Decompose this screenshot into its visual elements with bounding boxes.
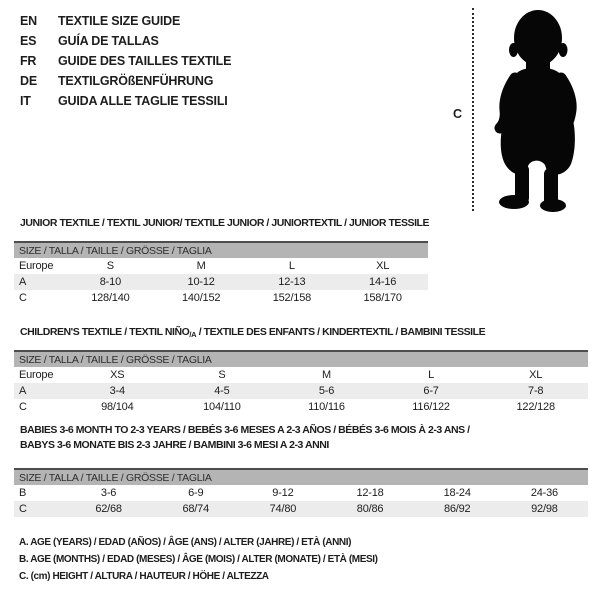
footnotes: [19, 534, 378, 585]
size-cell: 4-5: [214, 385, 230, 397]
size-cell: 140/152: [181, 292, 221, 304]
row-label: Europe: [19, 260, 54, 272]
size-cell: 104/110: [203, 401, 241, 413]
language-label: TEXTILE SIZE GUIDE: [58, 14, 181, 28]
size-cell: 158/170: [363, 292, 402, 304]
table-row: [14, 290, 428, 306]
section-title-line: [20, 423, 470, 438]
language-code: FR: [20, 54, 37, 68]
size-cell: 7-8: [528, 385, 544, 397]
language-label: GUÍA DE TALLAS: [58, 34, 159, 48]
language-row: [20, 94, 231, 114]
size-header-band: [14, 242, 428, 258]
title-text: / TEXTILE DES ENFANTS / KINDERTEXTIL / BAMBINI TESSILE: [196, 326, 486, 338]
size-cell: 24-36: [530, 487, 558, 499]
size-cell: L: [428, 369, 435, 381]
section-title-line: [20, 216, 429, 231]
language-row: [20, 54, 231, 74]
junior-section-title: [14, 216, 429, 231]
language-list: [20, 14, 231, 114]
language-row: [20, 34, 231, 54]
language-code: ES: [20, 34, 37, 48]
babies-section-title: [14, 423, 470, 453]
size-cell: 80/86: [356, 503, 384, 515]
table-row: [14, 274, 428, 290]
size-cell: 74/80: [269, 503, 297, 515]
language-code: IT: [20, 94, 31, 108]
footnote: C. (cm) HEIGHT / ALTURA / HAUTEUR / HÖHE / ALTEZZA: [19, 571, 269, 582]
row-label: A: [19, 385, 27, 397]
size-cell: 62/68: [95, 503, 122, 515]
title-text: CHILDREN'S TEXTILE / TEXTIL NIÑO: [20, 326, 190, 338]
size-cell: 18-24: [443, 487, 471, 499]
junior-size-table: [14, 241, 428, 306]
size-cell: 12-18: [356, 487, 384, 499]
table-row: [14, 485, 588, 501]
size-cell: M: [196, 260, 206, 272]
size-cell: L: [288, 260, 295, 272]
footnote: B. AGE (MONTHS) / EDAD (MESES) / ÂGE (MOIS) / ALTER (MONATE) / ETÀ (MESI): [19, 554, 378, 565]
row-label: C: [19, 503, 27, 515]
baby-silhouette: [484, 8, 596, 212]
size-header-band: [14, 469, 588, 485]
section-title-line: [20, 325, 485, 342]
language-label: GUIDE DES TAILLES TEXTILE: [58, 54, 232, 68]
babies-size-table: [14, 468, 588, 517]
language-label: GUIDA ALLE TAGLIE TESSILI: [58, 94, 228, 108]
size-cell: 10-12: [187, 276, 215, 288]
row-label: C: [19, 401, 27, 413]
title-text: JUNIOR TEXTILE / TEXTIL JUNIOR/ TEXTILE JUNIOR / JUNIORTEXTIL / JUNIOR TESSILE: [20, 217, 430, 229]
language-code: DE: [20, 74, 37, 88]
language-code: EN: [20, 14, 37, 28]
size-header-text: SIZE / TALLA / TAILLE / GRÖSSE / TAGLIA: [14, 242, 428, 258]
size-header-text: SIZE / TALLA / TAILLE / GRÖSSE / TAGLIA: [14, 351, 588, 367]
size-cell: S: [218, 369, 226, 381]
size-cell: 6-7: [423, 385, 439, 397]
row-label: Europe: [19, 369, 54, 381]
table-row: [14, 258, 428, 274]
title-text: BABIES 3-6 MONTH TO 2-3 YEARS / BEBÉS 3-6 MESES A 2-3 AÑOS / BÉBÉS 3-6 MOIS À 2-3 ANS /: [20, 424, 470, 436]
section-title-line: [20, 438, 470, 453]
size-header-text: SIZE / TALLA / TAILLE / GRÖSSE / TAGLIA: [14, 469, 588, 485]
table-row: [14, 367, 588, 383]
title-text: BABYS 3-6 MONATE BIS 2-3 JAHRE / BAMBINI 3-6 MESI A 2-3 ANNI: [20, 439, 329, 451]
size-cell: 3-6: [100, 487, 117, 499]
size-cell: 128/140: [91, 292, 130, 304]
size-cell: 116/122: [412, 401, 450, 413]
size-cell: 9-12: [272, 487, 294, 499]
size-cell: 5-6: [318, 385, 335, 397]
size-cell: 86/92: [443, 503, 471, 515]
subscript-text: /A: [189, 330, 197, 339]
size-cell: M: [322, 369, 331, 381]
language-label: TEXTILGRÖßENFÜHRUNG: [58, 74, 214, 88]
language-row: [20, 14, 231, 34]
size-cell: XS: [110, 369, 125, 381]
row-label: C: [19, 292, 27, 304]
table-row: [14, 501, 588, 517]
table-row: [14, 383, 588, 399]
size-cell: 6-9: [188, 487, 204, 499]
size-cell: 8-10: [99, 276, 121, 288]
size-cell: S: [106, 260, 114, 272]
size-cell: 152/158: [272, 292, 312, 304]
size-cell: 14-16: [369, 276, 397, 288]
table-row: [14, 399, 588, 415]
size-header-band: [14, 351, 588, 367]
children-section-title: [14, 325, 485, 342]
size-cell: XL: [529, 369, 543, 381]
size-cell: 12-13: [278, 276, 306, 288]
row-label: B: [19, 487, 27, 499]
language-row: [20, 74, 231, 94]
size-cell: 3-4: [109, 385, 125, 397]
height-measure-line: [472, 8, 474, 211]
size-cell: XL: [376, 260, 390, 272]
footnote: A. AGE (YEARS) / EDAD (AÑOS) / ÂGE (ANS) / ALTER (JAHRE) / ETÀ (ANNI): [19, 537, 352, 548]
children-size-table: [14, 350, 588, 415]
size-cell: 68/74: [182, 503, 209, 515]
row-label: A: [19, 276, 27, 288]
size-cell: 92/98: [531, 503, 558, 515]
size-cell: 110/116: [308, 401, 345, 413]
size-cell: 122/128: [516, 401, 555, 413]
height-measure-label: C: [453, 107, 463, 121]
size-cell: 98/104: [101, 401, 134, 413]
